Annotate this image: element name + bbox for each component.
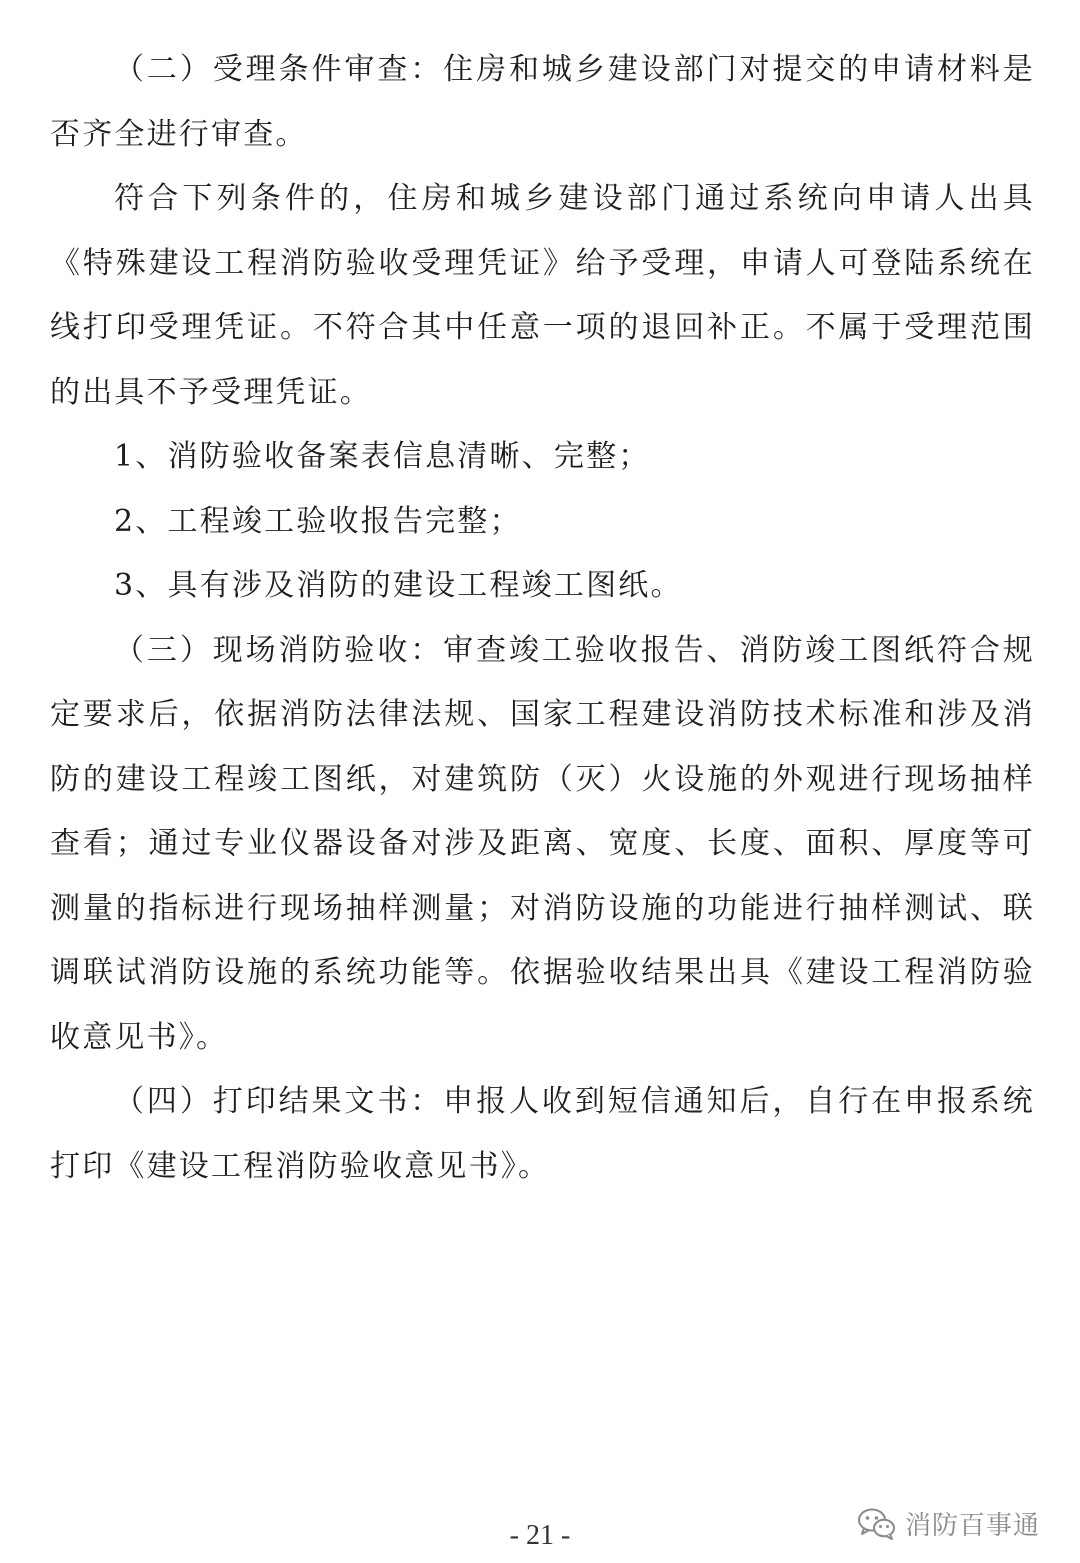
list-item-condition-3: 3、具有涉及消防的建设工程竣工图纸。 xyxy=(114,568,683,603)
paragraph-onsite-inspection: （三）现场消防验收：审查竣工验收报告、消防竣工图纸符合规定要求后，依据消防法律法规、国家工程建设消防技术标准和涉及消防的建设工程竣工图纸，对建筑防（灭）火设施的外观进行现场抽样查看；通过专业仪器设备对涉及距离、宽度、长度、面积、厚度等可测量的指标进行现场抽样测量；对消防设施的功能进行抽样测试、联调联试消防设施的系统功能等。依据验收结果出具《建设工程消防验收意见书》。 xyxy=(50,632,1035,1055)
watermark-text: 消防百事通 xyxy=(904,1511,1040,1541)
list-item-condition-2: 2、工程竣工验收报告完整； xyxy=(114,503,522,539)
paragraph-acceptance-conditions: 符合下列条件的，住房和城乡建设部门通过系统向申请人出具《特殊建设工程消防验收受理凭证》给予受理，申请人可登陆系统在线打印受理凭证。不符合其中任意一项的退回补正。不属于受理范围的出具不予受理凭证。 xyxy=(50,181,1035,410)
document-page xyxy=(50,38,1035,1199)
paragraph-acceptance-review: （二）受理条件审查：住房和城乡建设部门对提交的申请材料是否齐全进行审查。 xyxy=(50,52,1035,152)
list-item-condition-1: 1、消防验收备案表信息清晰、完整； xyxy=(114,439,651,474)
page-number: - 21 - xyxy=(509,1520,571,1551)
paragraph-print-results: （四）打印结果文书：申报人收到短信通知后，自行在申报系统打印《建设工程消防验收意见书》。 xyxy=(50,1084,1035,1184)
